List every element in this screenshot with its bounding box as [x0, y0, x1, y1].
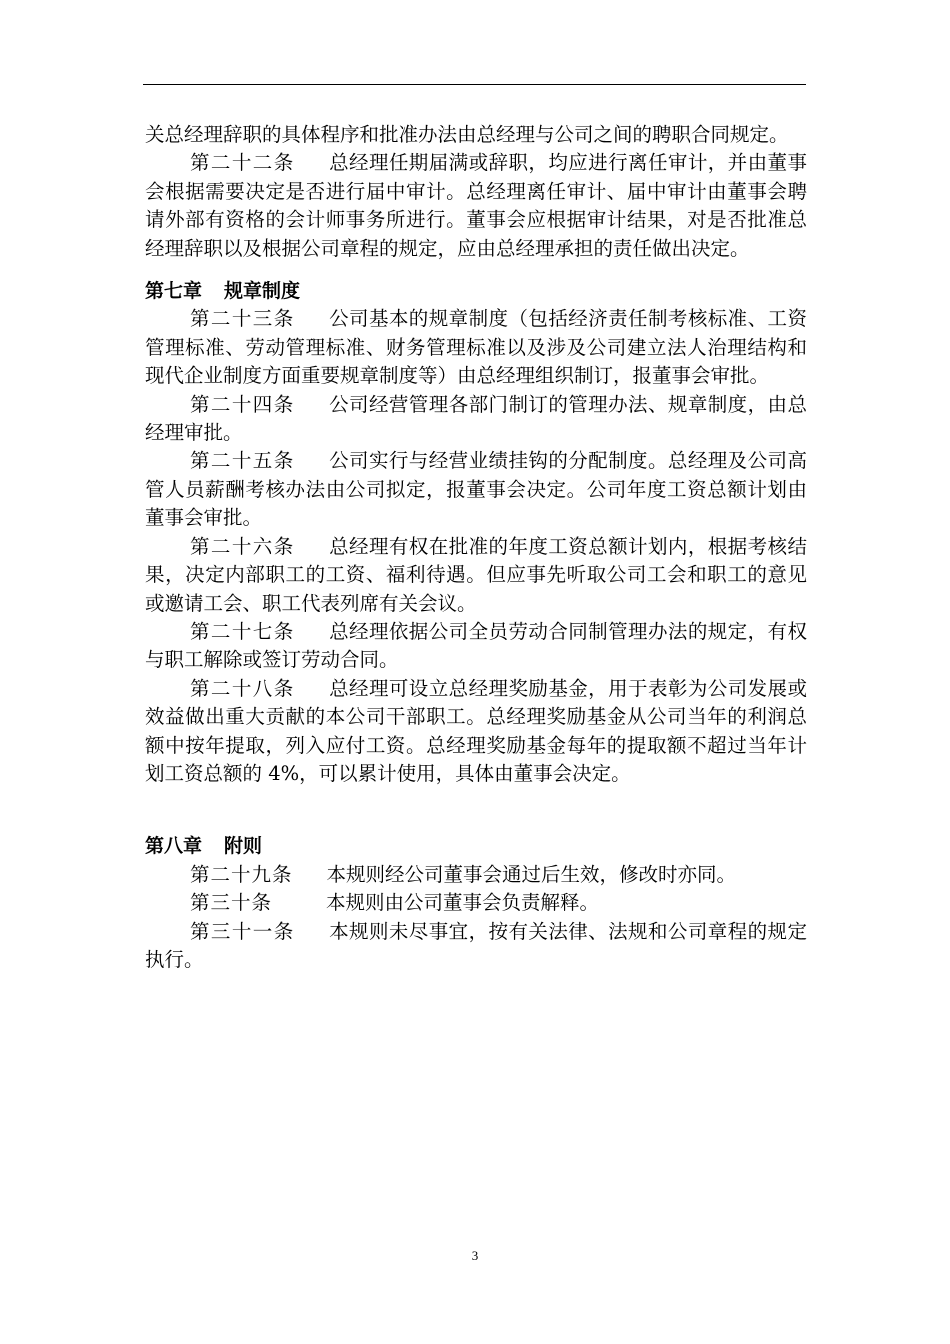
article-label: 第二十三条 [190, 307, 295, 331]
continuation-paragraph: 关总经理辞职的具体程序和批准办法由总经理与公司之间的聘职合同规定。 [145, 123, 789, 146]
article-26 [145, 533, 807, 618]
article-text: 本规则经公司董事会通过后生效，修改时亦同。 [326, 862, 737, 886]
header-rule [143, 84, 806, 85]
article-22 [145, 149, 807, 263]
article-30 [145, 889, 807, 917]
chapter-8-heading [145, 832, 807, 860]
article-label: 第三十一条 [190, 919, 295, 943]
article-text: 本规则未尽事宜，按有关法律、法规和公司章程的规定执行。 [145, 919, 807, 971]
article-27 [145, 618, 807, 675]
article-31 [145, 918, 807, 975]
article-29 [145, 861, 807, 889]
chapter-title: 附则 [224, 835, 263, 858]
article-text: 总经理有权在批准的年度工资总额计划内，根据考核结果，决定内部职工的工资、福利待遇。但应事先听取公司工会和职工的意见或邀请工会、职工代表列席有关会议。 [145, 534, 807, 615]
article-25 [145, 447, 807, 532]
article-28 [145, 675, 807, 789]
article-23 [145, 305, 807, 390]
article-label: 第二十四条 [190, 392, 295, 416]
article-label: 第二十二条 [190, 151, 295, 175]
article-label: 第二十九条 [190, 862, 293, 886]
article-text: 总经理任期届满或辞职，均应进行离任审计，并由董事会根据需要决定是否进行届中审计。总经理离任审计、届中审计由董事会聘请外部有资格的会计师事务所进行。董事会应根据审计结果，对是否批准总经理辞职以及根据公司章程的规定，应由总经理承担的责任做出决定。 [145, 151, 807, 260]
article-label: 第二十八条 [190, 676, 295, 700]
article-label: 第二十六条 [190, 534, 295, 558]
article-24 [145, 391, 807, 448]
document-body [145, 121, 807, 974]
chapter-7-heading [145, 277, 807, 305]
article-text: 总经理可设立总经理奖励基金，用于表彰为公司发展或效益做出重大贡献的本公司干部职工。总经理奖励基金从公司当年的利润总额中按年提取，列入应付工资。总经理奖励基金每年的提取额不超过当年计划工资总额的 4%，可以累计使用，具体由董事会决定。 [145, 676, 807, 785]
article-label: 第二十五条 [190, 449, 295, 473]
article-text: 公司基本的规章制度（包括经济责任制考核标准、工资管理标准、劳动管理标准、财务管理标准以及涉及公司建立法人治理结构和现代企业制度方面重要规章制度等）由总经理组织制订，报董事会审批。 [145, 307, 807, 388]
article-text: 公司经营管理各部门制订的管理办法、规章制度，由总经理审批。 [145, 392, 807, 445]
article-text: 总经理依据公司全员劳动合同制管理办法的规定，有权与职工解除或签订劳动合同。 [145, 619, 807, 672]
chapter-title: 规章制度 [224, 280, 301, 303]
article-label: 第二十七条 [190, 619, 295, 643]
chapter-number: 第八章 [145, 835, 203, 858]
page-number: 3 [471, 1248, 479, 1263]
article-label: 第三十条 [190, 891, 273, 915]
chapter-number: 第七章 [145, 280, 203, 303]
article-text: 公司实行与经营业绩挂钩的分配制度。总经理及公司高管人员薪酬考核办法由公司拟定，报董事会决定。公司年度工资总额计划由董事会审批。 [145, 449, 807, 530]
article-text: 本规则由公司董事会负责解释。 [326, 891, 600, 915]
